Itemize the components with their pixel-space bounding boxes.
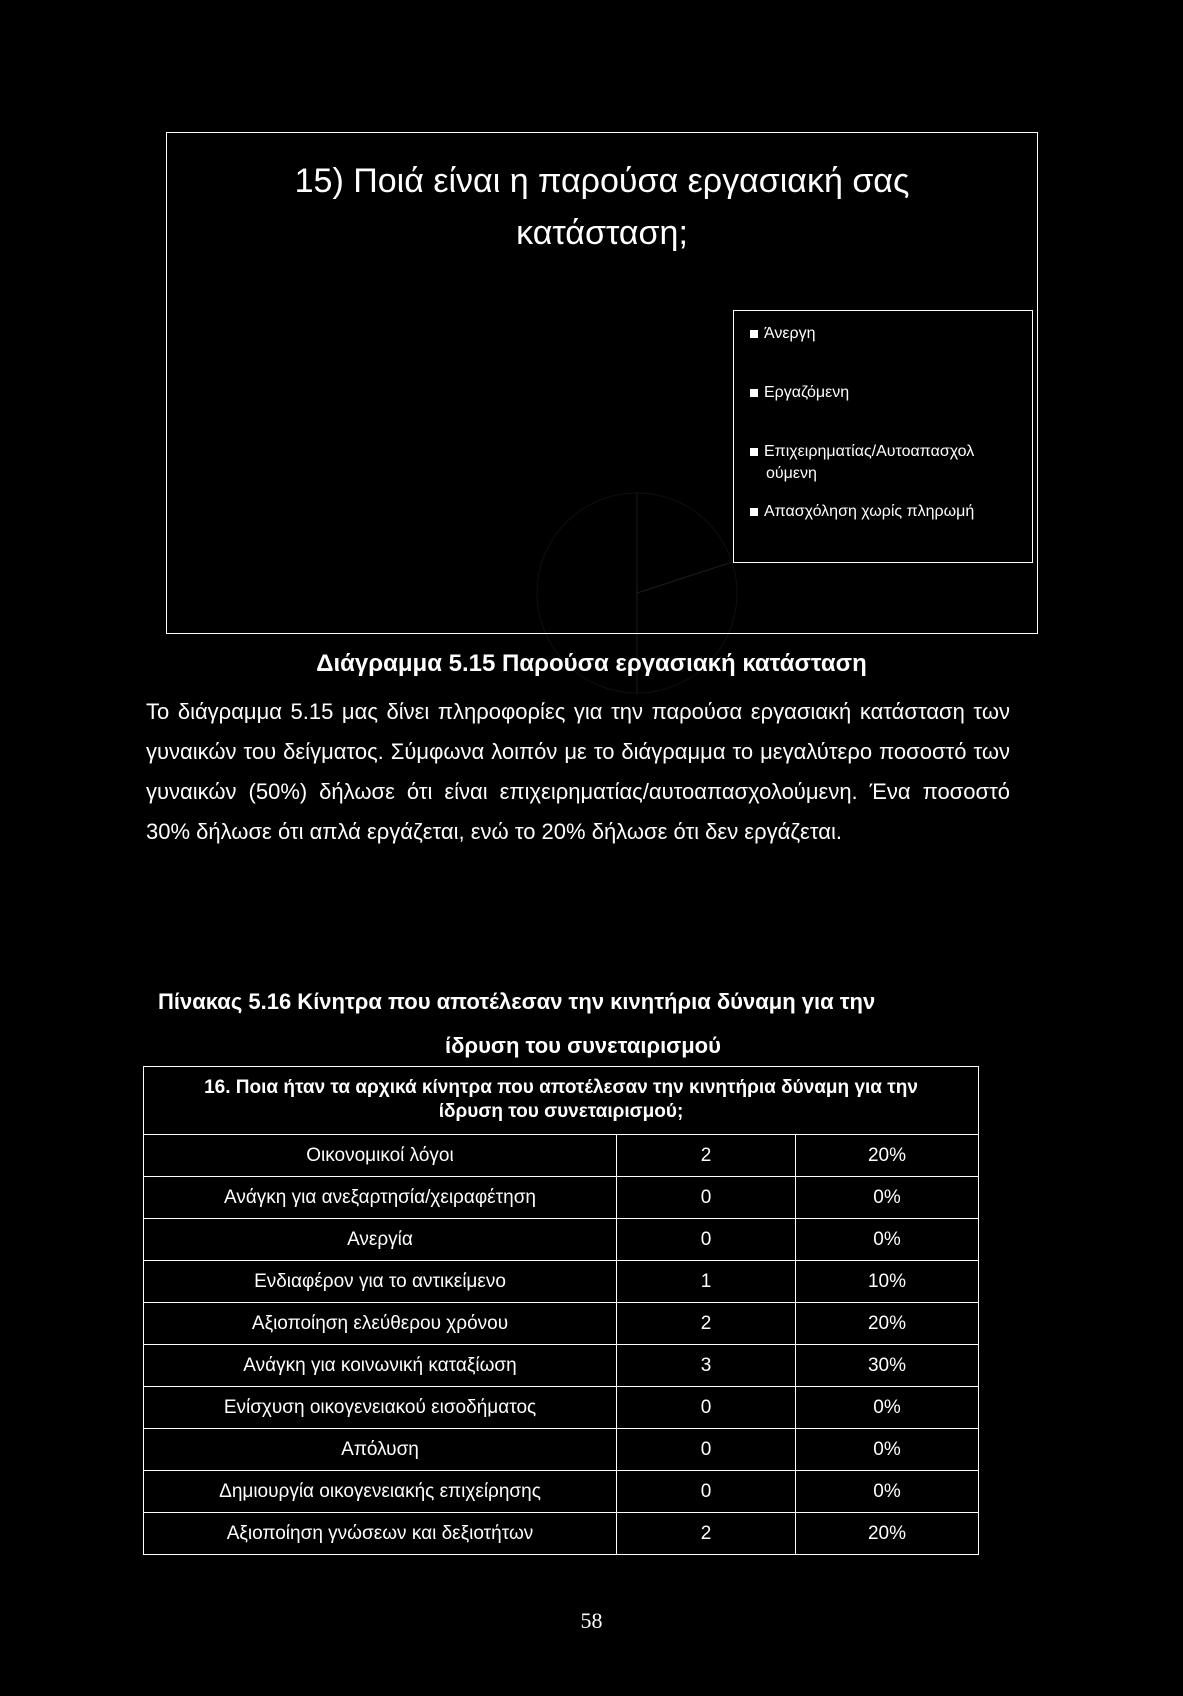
- table-cell-label: Απόλυση: [144, 1429, 617, 1471]
- table-cell-count: 0: [617, 1429, 796, 1471]
- table-row: [144, 1387, 979, 1429]
- legend-item-unpaid-work: [750, 501, 1028, 523]
- table-cell-percent: 20%: [796, 1303, 979, 1345]
- motives-table: [143, 1066, 979, 1555]
- table-row: [144, 1219, 979, 1261]
- table-cell-percent: 0%: [796, 1177, 979, 1219]
- table-row: [144, 1429, 979, 1471]
- table-caption-line2: ίδρυση του συνεταιρισμού: [445, 1033, 721, 1058]
- pie-chart: [527, 463, 747, 723]
- paragraph-text: Το διάγραμμα 5.15 μας δίνει πληροφορίες για την παρούσα εργασιακή κατάσταση των γυναικών του δείγματος. Σύμφωνα λοιπόν με το διάγραμμα το μεγαλύτερο ποσοστό των γυναικών (50%) δήλωσε ότι είναι επιχειρηματίας/αυτοαπασχολούμενη. Ένα ποσοστό 30% δήλωσε ότι απλά εργάζεται, ενώ το 20% δήλωσε ότι δεν εργάζεται.: [146, 699, 1010, 844]
- figure-caption: Διάγραμμα 5.15 Παρούσα εργασιακή κατάσταση: [316, 650, 867, 677]
- table-row: [144, 1135, 979, 1177]
- chart-title-line2: κατάσταση;: [516, 214, 688, 252]
- table-cell-count: 0: [617, 1471, 796, 1513]
- table-cell-count: 2: [617, 1135, 796, 1177]
- table-cell-percent: 10%: [796, 1261, 979, 1303]
- legend-label: Εργαζόμενη: [764, 384, 850, 401]
- table-row: [144, 1177, 979, 1219]
- legend-swatch: [750, 330, 758, 338]
- table-cell-percent: 20%: [796, 1135, 979, 1177]
- chart-title: [167, 155, 1037, 259]
- table-cell-percent: 20%: [796, 1513, 979, 1555]
- table-caption: [158, 980, 1008, 1068]
- table-row: [144, 1345, 979, 1387]
- table-cell-count: 3: [617, 1345, 796, 1387]
- table-cell-percent: 30%: [796, 1345, 979, 1387]
- table-cell-label: Ανάγκη για ανεξαρτησία/χειραφέτηση: [144, 1177, 617, 1219]
- legend-swatch: [750, 448, 758, 456]
- table-cell-label: Αξιοποίηση γνώσεων και δεξιοτήτων: [144, 1513, 617, 1555]
- legend-label: Άνεργη: [764, 325, 816, 342]
- table-cell-label: Ενίσχυση οικογενειακού εισοδήματος: [144, 1387, 617, 1429]
- legend-item-self-employed: [750, 441, 1028, 485]
- chart-title-line1: 15) Ποιά είναι η παρούσα εργασιακή σας: [294, 162, 910, 200]
- table-header: 16. Ποια ήταν τα αρχικά κίνητρα που αποτέλεσαν την κινητήρια δύναμη για την ίδρυση του συνεταιρισμού;: [144, 1067, 979, 1135]
- table-cell-count: 0: [617, 1387, 796, 1429]
- legend-label-continued: ούμενη: [766, 465, 817, 482]
- table-cell-percent: 0%: [796, 1471, 979, 1513]
- legend-item-unemployed: [750, 323, 1028, 345]
- table-cell-count: 0: [617, 1177, 796, 1219]
- table-cell-label: Οικονομικοί λόγοι: [144, 1135, 617, 1177]
- table-cell-count: 0: [617, 1219, 796, 1261]
- table-cell-count: 2: [617, 1303, 796, 1345]
- table-cell-percent: 0%: [796, 1219, 979, 1261]
- chart-frame: [166, 132, 1038, 634]
- table-cell-label: Δημιουργία οικογενειακής επιχείρησης: [144, 1471, 617, 1513]
- table-cell-label: Ενδιαφέρον για το αντικείμενο: [144, 1261, 617, 1303]
- table-cell-label: Ανεργία: [144, 1219, 617, 1261]
- legend-label: Απασχόληση χωρίς πληρωμή: [764, 503, 975, 520]
- table-row: [144, 1261, 979, 1303]
- table-cell-label: Αξιοποίηση ελεύθερου χρόνου: [144, 1303, 617, 1345]
- legend-item-employed: [750, 382, 1028, 404]
- legend-label: Επιχειρηματίας/Αυτοαπασχολ: [764, 443, 975, 460]
- page-number: 58: [580, 1608, 603, 1633]
- table-caption-line1: Πίνακας 5.16 Κίνητρα που αποτέλεσαν την κινητήρια δύναμη για την: [158, 989, 876, 1014]
- legend-swatch: [750, 508, 758, 516]
- table-row: [144, 1471, 979, 1513]
- body-paragraph: [146, 692, 1010, 852]
- table-row: [144, 1513, 979, 1555]
- legend-swatch: [750, 389, 758, 397]
- table-cell-label: Ανάγκη για κοινωνική καταξίωση: [144, 1345, 617, 1387]
- table-cell-count: 1: [617, 1261, 796, 1303]
- table-cell-count: 2: [617, 1513, 796, 1555]
- chart-legend: [733, 310, 1033, 563]
- table-cell-percent: 0%: [796, 1429, 979, 1471]
- table-row: [144, 1303, 979, 1345]
- table-cell-percent: 0%: [796, 1387, 979, 1429]
